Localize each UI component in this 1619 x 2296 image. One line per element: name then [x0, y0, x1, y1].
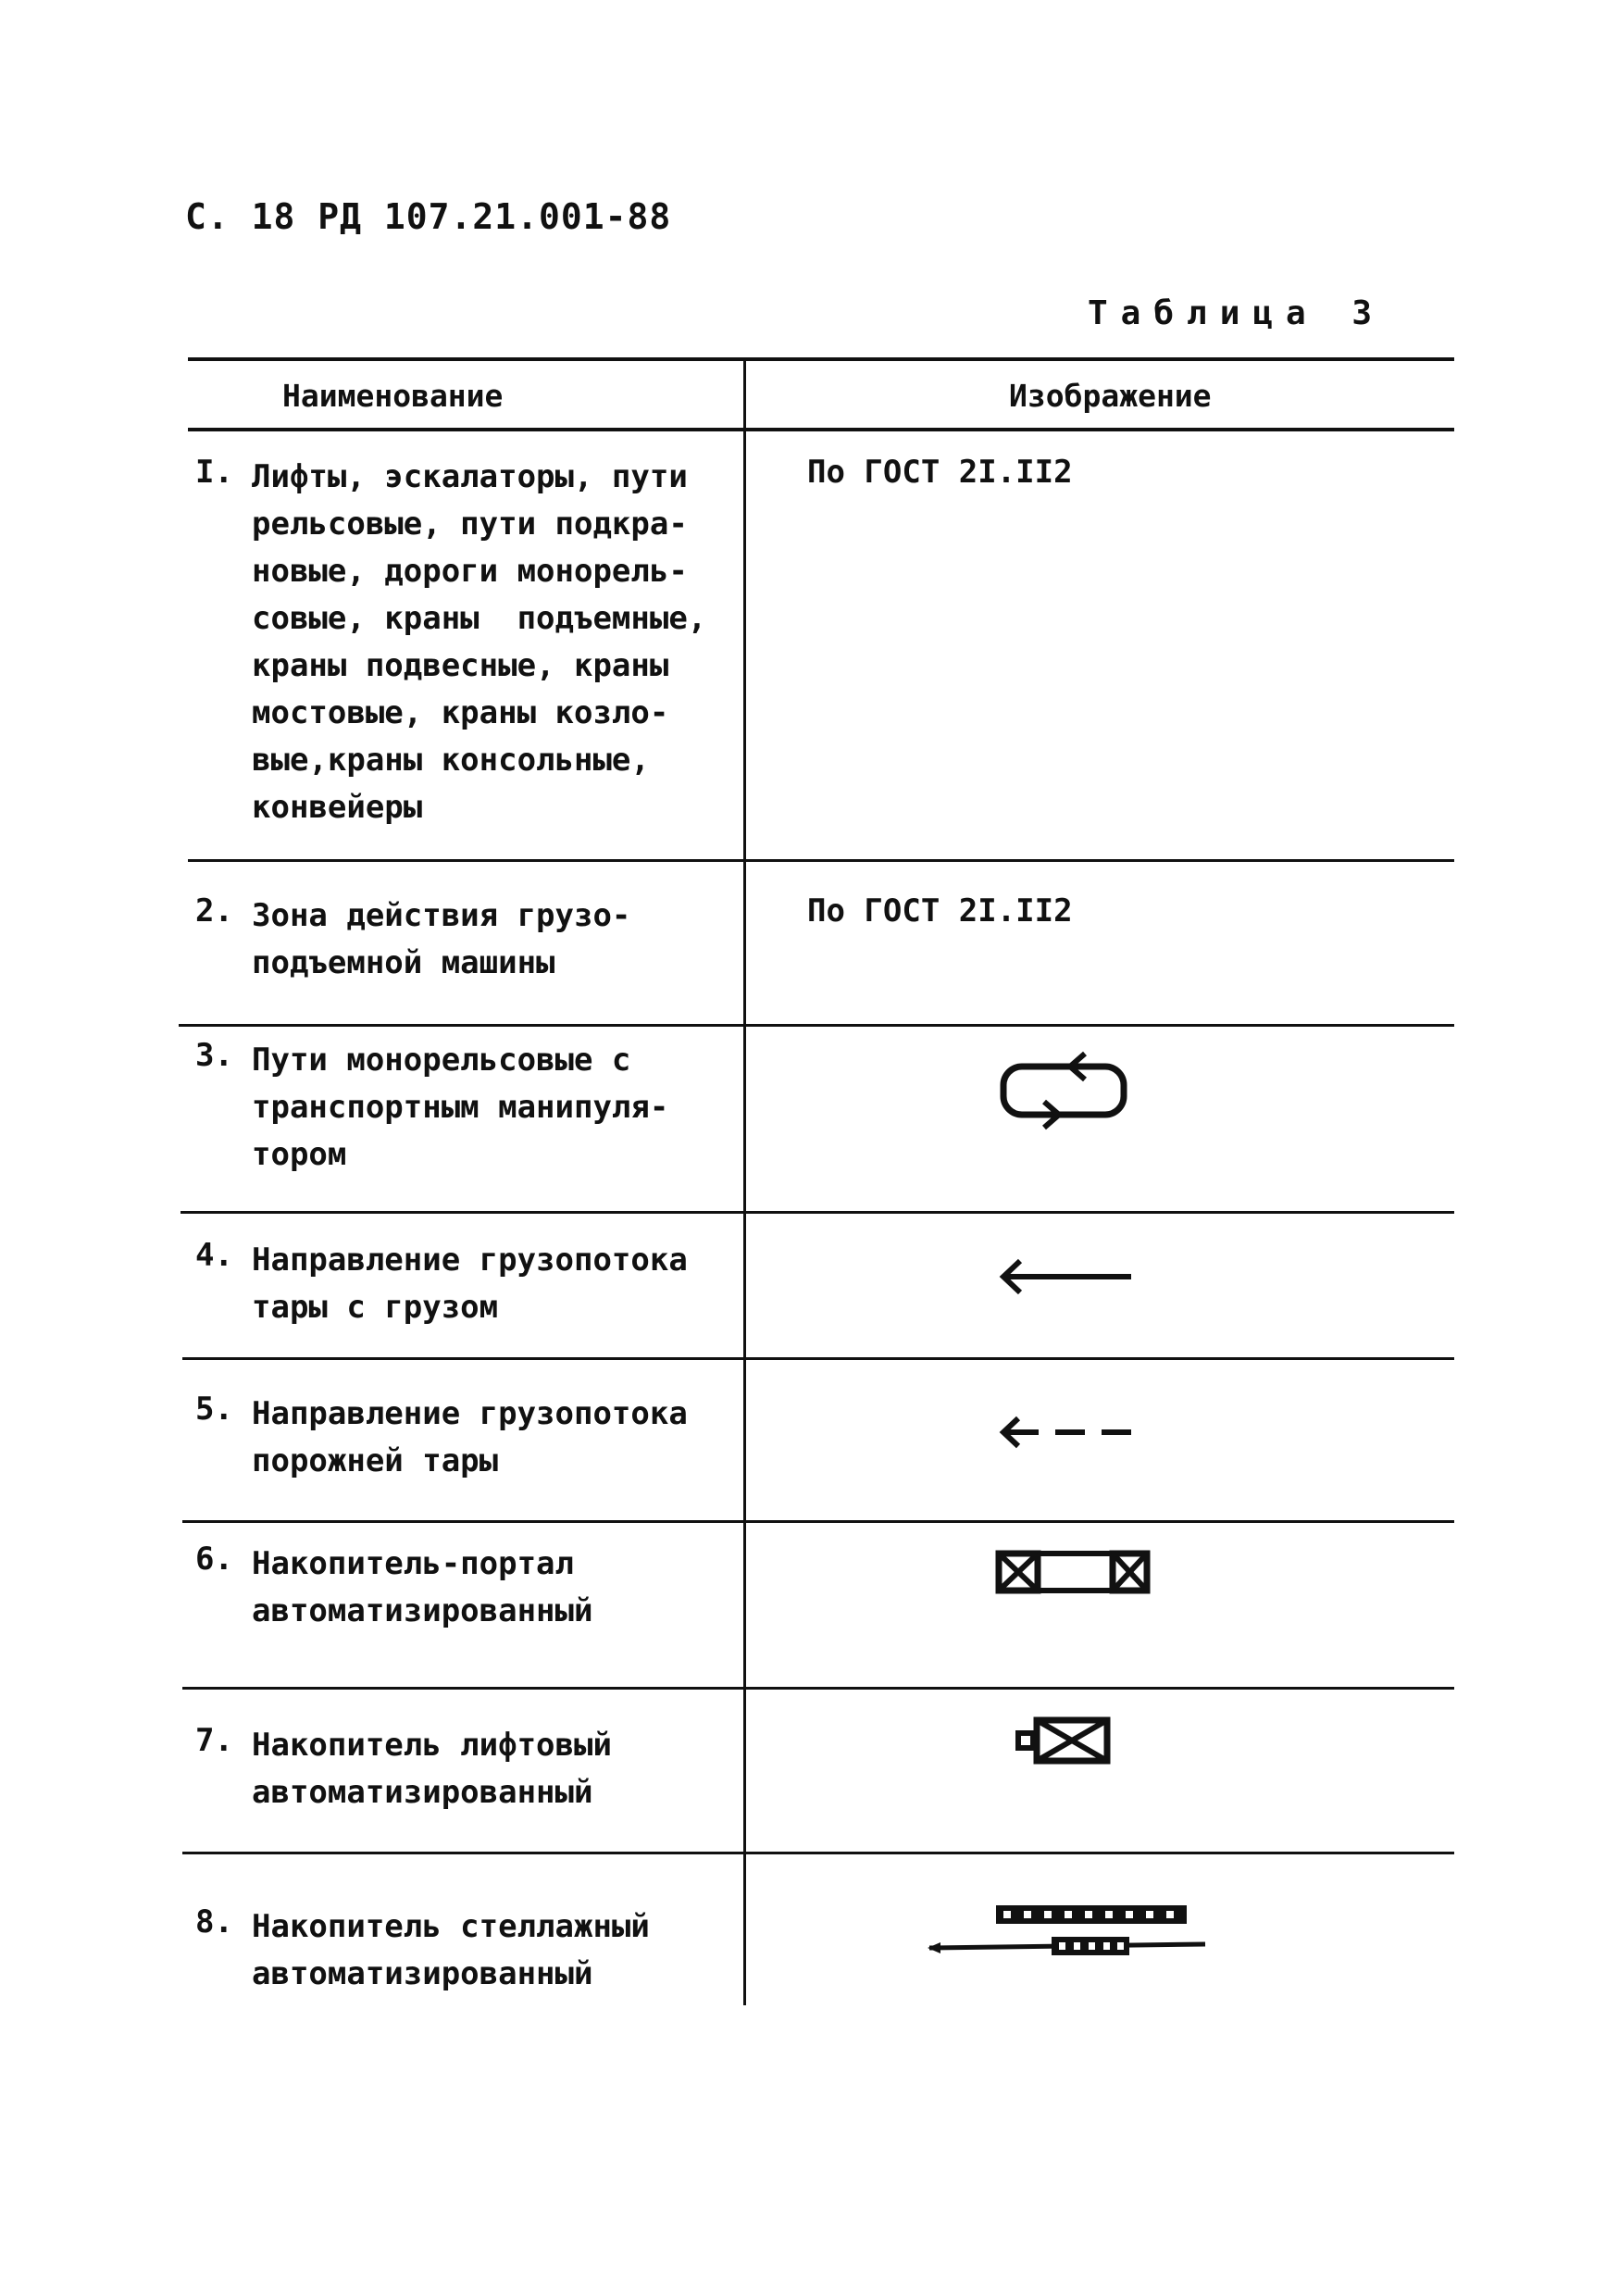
row-name: Накопитель лифтовый автоматизированный — [252, 1727, 612, 1811]
row-divider — [181, 1211, 1454, 1214]
row-name: Накопитель-портал автоматизированный — [252, 1545, 593, 1629]
monorail-loop-symbol-icon — [992, 1046, 1140, 1139]
row-number: 7. — [195, 1722, 233, 1759]
column-header-image: Изображение — [1009, 378, 1212, 414]
rack-storage-symbol-icon — [926, 1896, 1222, 1970]
column-header-name: Наименование — [282, 378, 504, 414]
column-divider — [743, 357, 746, 2005]
row-name: Зона действия грузо- подъемной машины — [252, 897, 631, 981]
portal-storage-symbol-icon — [994, 1548, 1153, 1600]
row-number: 3. — [195, 1037, 233, 1074]
row-name: Лифты, эскалаторы, пути рельсовые, пути подкра- новые, дороги монорель- совые, краны подъемные, краны подвесные, краны мостовые, краны козло- вые,краны консольные, конвейеры — [252, 458, 707, 826]
row-name: Направление грузопотока тары с грузом — [252, 1242, 688, 1326]
dashed-arrow-left-icon — [992, 1409, 1140, 1455]
row-number: I. — [195, 454, 233, 491]
header-bottom-rule — [188, 428, 1454, 431]
row-number: 2. — [195, 892, 233, 930]
row-divider — [182, 1357, 1454, 1360]
lift-storage-symbol-icon — [1015, 1715, 1116, 1770]
row-number: 5. — [195, 1391, 233, 1428]
row-name: Направление грузопотока порожней тары — [252, 1395, 688, 1479]
row-divider — [188, 859, 1454, 862]
page-header: С. 18 РД 107.21.001-88 — [185, 196, 672, 237]
table-top-rule — [188, 357, 1454, 361]
row-number: 8. — [195, 1903, 233, 1940]
row-image-text: По ГОСТ 2I.II2 — [807, 892, 1073, 930]
row-divider — [182, 1852, 1454, 1854]
row-name: Накопитель стеллажный автоматизированный — [252, 1908, 650, 1992]
row-image-text: По ГОСТ 2I.II2 — [807, 454, 1073, 491]
row-name: Пути монорельсовые с транспортным манипуля- тором — [252, 1042, 669, 1173]
row-divider — [182, 1520, 1454, 1523]
row-divider — [179, 1024, 1454, 1027]
row-number: 6. — [195, 1541, 233, 1578]
solid-arrow-left-icon — [992, 1254, 1140, 1300]
row-number: 4. — [195, 1237, 233, 1274]
row-divider — [182, 1687, 1454, 1690]
table-label: Таблица 3 — [1088, 294, 1386, 332]
